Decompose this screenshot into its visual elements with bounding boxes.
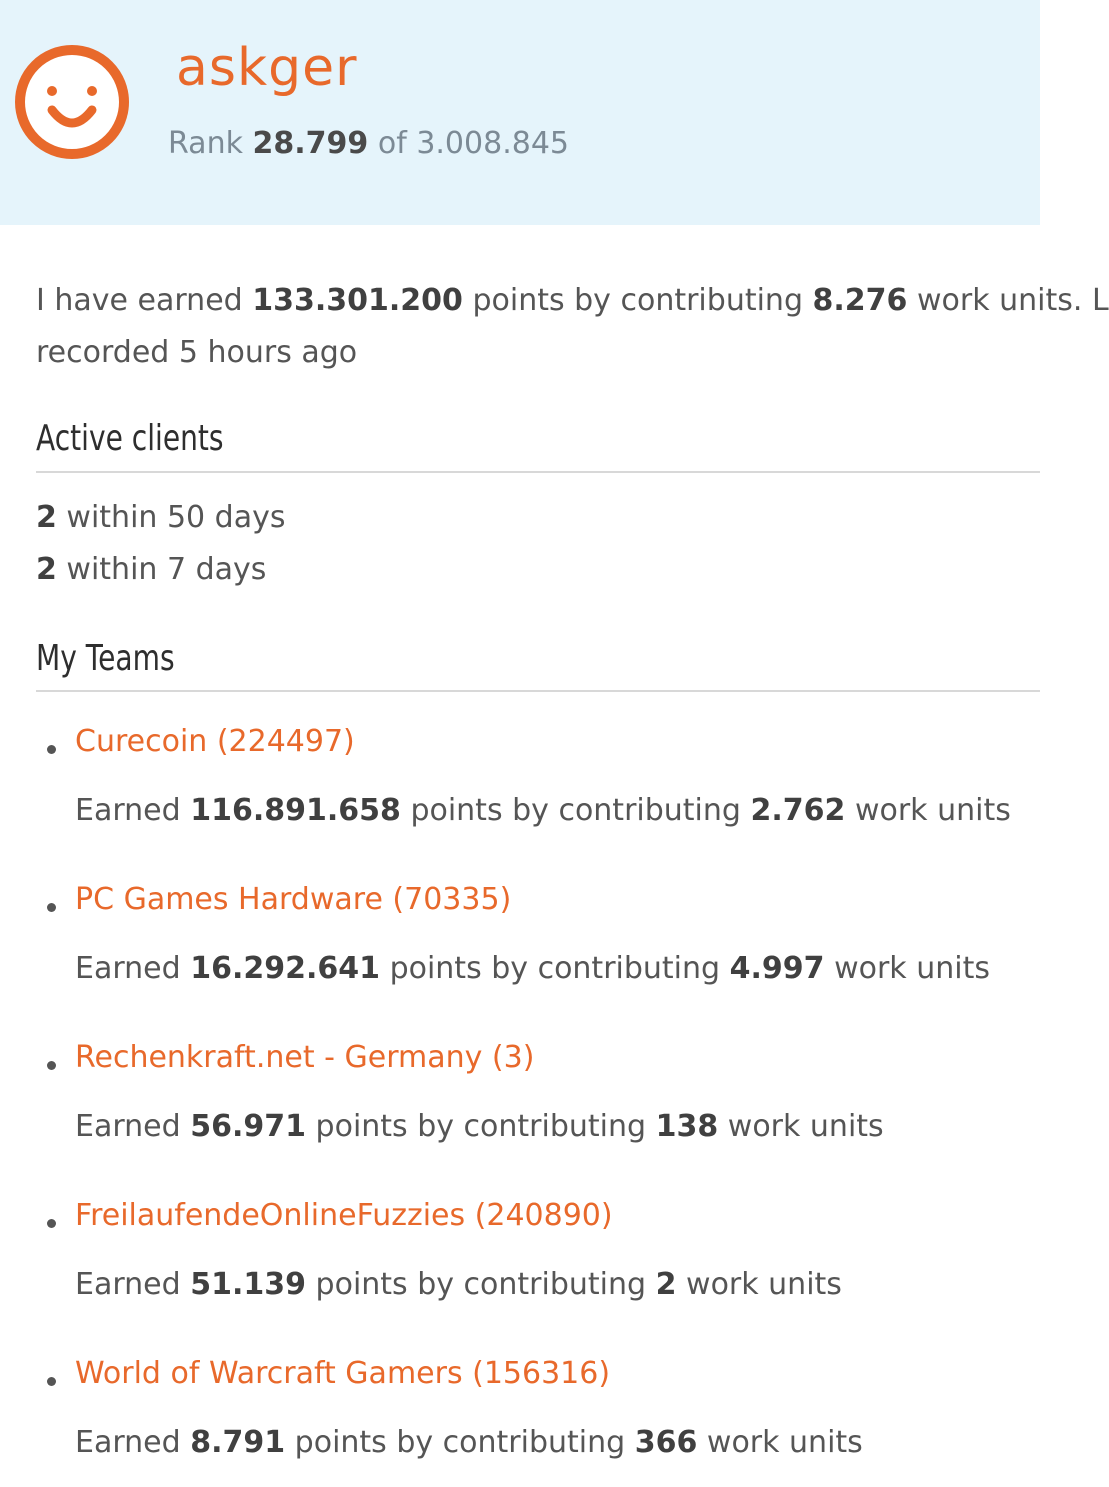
bullet [47, 1377, 56, 1386]
team-work-units: 4.997 [729, 951, 825, 986]
team-stats [75, 793, 1011, 828]
team-stats [75, 1109, 884, 1144]
rank-line [168, 126, 569, 161]
total-work-units: 8.276 [812, 283, 908, 318]
team-points: 8.791 [190, 1425, 286, 1460]
rank-label: Rank [168, 126, 243, 161]
points-label: points by contributing [315, 1109, 647, 1144]
units-label: work units [854, 793, 1011, 828]
team-work-units: 138 [655, 1109, 719, 1144]
rank-total: 3.008.845 [416, 126, 569, 161]
earned-label: Earned [75, 1267, 181, 1302]
team-points: 51.139 [190, 1267, 306, 1302]
team-link[interactable]: Curecoin (224497) [75, 724, 355, 759]
bullet [47, 903, 56, 912]
summary-text: points by contributing [472, 283, 803, 318]
bullet [47, 745, 56, 754]
team-work-units: 2 [655, 1267, 677, 1302]
client-period: within 50 days [66, 500, 286, 535]
earned-label: Earned [75, 1425, 181, 1460]
summary-text: I have earned [36, 283, 243, 318]
client-count: 2 [36, 552, 57, 587]
team-stats [75, 1425, 863, 1460]
team-link[interactable]: PC Games Hardware (70335) [75, 882, 512, 917]
units-label: work units [706, 1425, 863, 1460]
team-stats [75, 1267, 842, 1302]
units-label: work units [834, 951, 990, 986]
team-link[interactable]: Rechenkraft.net - Germany (3) [75, 1040, 535, 1075]
active-clients-50-days [36, 500, 285, 535]
total-points: 133.301.200 [252, 283, 463, 318]
client-count: 2 [36, 500, 57, 535]
team-link[interactable]: World of Warcraft Gamers (156316) [75, 1356, 611, 1391]
team-points: 16.292.641 [190, 951, 381, 986]
my-teams-title: My Teams [36, 638, 175, 679]
bullet [47, 1061, 56, 1070]
summary-text: work units. L [916, 283, 1109, 318]
section-divider [36, 471, 1040, 473]
earned-label: Earned [75, 951, 181, 986]
earnings-summary [36, 275, 1109, 379]
smiley-face-icon [14, 44, 130, 160]
earned-label: Earned [75, 1109, 181, 1144]
points-label: points by contributing [315, 1267, 647, 1302]
active-clients-title: Active clients [36, 418, 224, 459]
team-work-units: 366 [634, 1425, 698, 1460]
summary-line-1 [36, 275, 1109, 327]
username: askger [176, 38, 358, 98]
units-label: work units [727, 1109, 884, 1144]
team-points: 56.971 [190, 1109, 306, 1144]
client-period: within 7 days [66, 552, 267, 587]
units-label: work units [686, 1267, 842, 1302]
team-link[interactable]: FreilaufendeOnlineFuzzies (240890) [75, 1198, 613, 1233]
points-label: points by contributing [410, 793, 741, 828]
rank-of: of [377, 126, 407, 161]
points-label: points by contributing [294, 1425, 626, 1460]
active-clients-7-days [36, 552, 266, 587]
bullet [47, 1219, 56, 1228]
rank-value: 28.799 [252, 126, 369, 161]
team-points: 116.891.658 [190, 793, 401, 828]
section-divider [36, 690, 1040, 692]
profile-header [0, 0, 1040, 225]
summary-line-2: recorded 5 hours ago [36, 335, 358, 370]
points-label: points by contributing [389, 951, 721, 986]
earned-label: Earned [75, 793, 181, 828]
team-stats [75, 951, 990, 986]
team-work-units: 2.762 [750, 793, 846, 828]
